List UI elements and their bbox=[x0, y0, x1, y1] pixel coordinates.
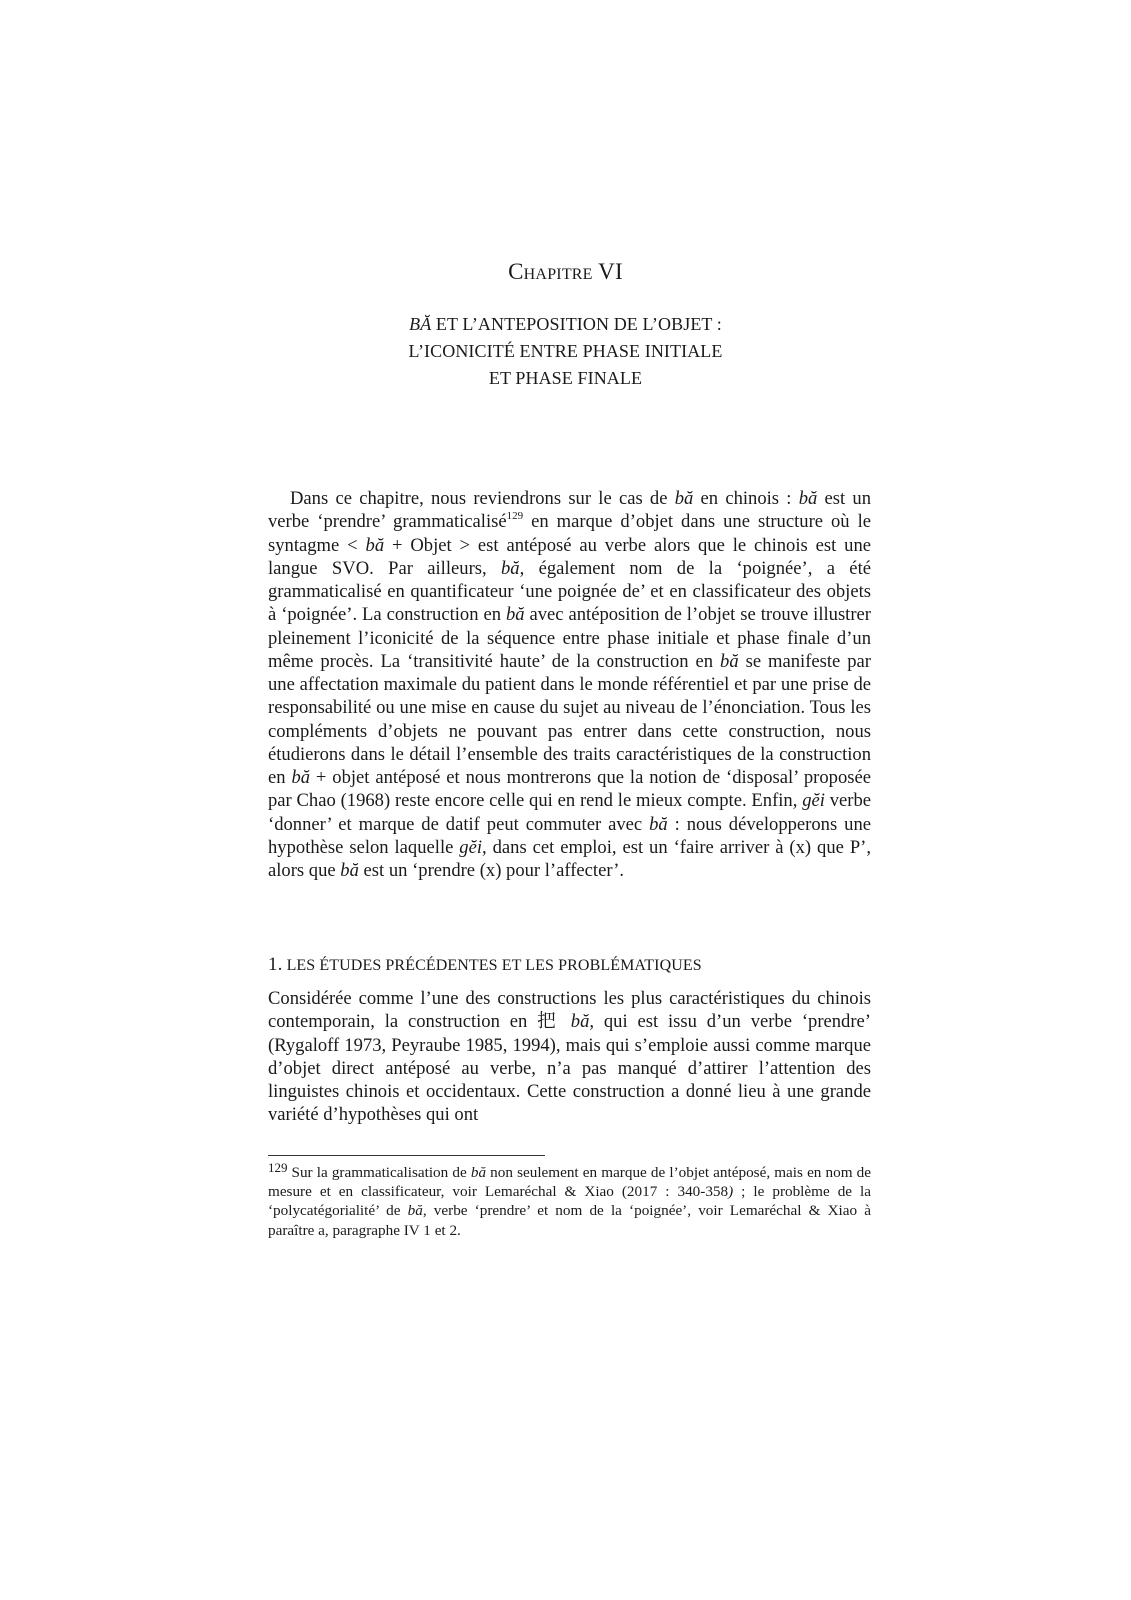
text-run: en chinois : bbox=[693, 488, 799, 509]
italic-term: gĕi bbox=[459, 836, 483, 858]
subtitle-line-3: ET PHASE FINALE bbox=[488, 368, 643, 388]
section-number: 1. bbox=[268, 954, 283, 975]
text-run: + Objet > est antéposé au verbe alors que le chinois est une langue SVO. Par ailleurs, bbox=[268, 534, 871, 579]
footnote-mark: 129 bbox=[268, 1160, 288, 1175]
text-run: se manifeste par une affectation maximale du patient dans le monde référentiel et par une prise de responsabilité ou une mise en cause du sujet au niveau de l’énonciation. Tous les compléments d’objets ne pouvant pas entrer dans cette construction, nous étudierons dans le détail l’ensemble des traits caractéristiques de la construction en bbox=[268, 650, 871, 788]
italic-term: bă bbox=[291, 767, 311, 788]
text-run: , également nom de la ‘poignée’, a été grammaticalisé en quantificateur ‘une poignée de’ et en classificateur des objets à ‘poignée’. La construction en bbox=[268, 557, 871, 626]
text-run: avec antéposition de l’objet se trouve illustrer pleinement l’iconicité de la séquence entre phase initiale et phase finale d’un même procès. La ‘transitivité haute’ de la construction en bbox=[268, 604, 871, 672]
text-run: , dans cet emploi, est un ‘faire arriver à (x) que P’, alors que bbox=[268, 836, 871, 881]
italic-term: bă bbox=[505, 604, 525, 626]
text-run: verbe ‘donner’ et marque de datif peut commuter avec bbox=[268, 790, 871, 835]
subtitle-line-2: L’ICONICITÉ ENTRE PHASE INITIALE bbox=[408, 341, 723, 361]
section-paragraph bbox=[268, 987, 871, 1127]
subtitle-italic-ba: BĂ bbox=[409, 314, 432, 334]
text-run: non seulement en marque de l’objet antéposé, mais en nom de mesure et en classificateur, voir Lemaréchal & Xiao (2017 : 340-358 bbox=[268, 1164, 872, 1201]
section-title: LES ÉTUDES PRÉCÉDENTES ET LES PROBLÉMATIQUES bbox=[286, 957, 702, 974]
text-run: en marque d’objet dans une structure où le syntagme < bbox=[268, 511, 872, 556]
text-run: : nous développerons une hypothèse selon laquelle bbox=[268, 813, 871, 858]
chapter-title: Chapitre VI bbox=[508, 259, 623, 284]
footnote-separator bbox=[268, 1155, 545, 1156]
italic-term: bă bbox=[365, 534, 385, 556]
italic-term: bă bbox=[470, 1164, 487, 1181]
text-run: + objet antéposé et nous montrerons que la notion de ‘disposal’ proposée par Chao (1968) reste encore celle qui en rend le mieux compte. Enfin, bbox=[268, 767, 871, 812]
italic-term: ) bbox=[728, 1183, 734, 1201]
footnote-text bbox=[268, 1164, 871, 1239]
italic-term: bă bbox=[501, 557, 520, 579]
text-run: Sur la grammaticalisation de bbox=[291, 1164, 471, 1181]
italic-term: bă bbox=[649, 813, 668, 835]
text-run: Considérée comme l’une des constructions les plus caractéristiques du chinois contemporain, la construction en 把 bbox=[268, 988, 871, 1033]
section-heading bbox=[268, 954, 871, 976]
text-run: est un ‘prendre (x) pour l’affecter’. bbox=[358, 860, 625, 881]
italic-term: bă, bbox=[570, 1011, 595, 1033]
text-run: Dans ce chapitre, nous reviendrons sur le cas de bbox=[290, 488, 675, 509]
text-run: est un verbe ‘prendre’ grammaticalisé bbox=[268, 488, 872, 533]
italic-term: gĕi bbox=[802, 790, 825, 812]
subtitle-line-1-text: ET L’ANTEPOSITION DE L’OBJET : bbox=[435, 314, 722, 334]
text-run: ; le problème de la ‘polycatégorialité’ de bbox=[268, 1183, 871, 1220]
italic-term: bă bbox=[674, 488, 694, 509]
italic-term: bă bbox=[407, 1202, 423, 1220]
footnote-ref: 129 bbox=[506, 510, 524, 523]
italic-term: bă bbox=[720, 650, 739, 672]
chapter-subtitle bbox=[0, 311, 1131, 392]
text-run: qui est issu d’un verbe ‘prendre’ (Rygaloff 1973, Peyraube 1985, 1994), mais qui s’emploie aussi comme marque d’objet direct antéposé au verbe, n’a pas manqué d’attirer l’attention des linguistes chinois et occidentaux. Cette construction a donné lieu à une grande variété d’hypothèses qui ont bbox=[268, 1011, 871, 1126]
subtitle-line-1 bbox=[0, 311, 1131, 338]
intro-paragraph bbox=[268, 487, 871, 882]
text-run: , verbe ‘prendre’ et nom de la ‘poignée’, voir Lemaréchal & Xiao à paraître a, paragraphe IV 1 et 2. bbox=[268, 1202, 871, 1239]
italic-term: bă bbox=[340, 860, 359, 881]
footnote bbox=[268, 1158, 871, 1240]
italic-term: bă bbox=[798, 488, 818, 509]
